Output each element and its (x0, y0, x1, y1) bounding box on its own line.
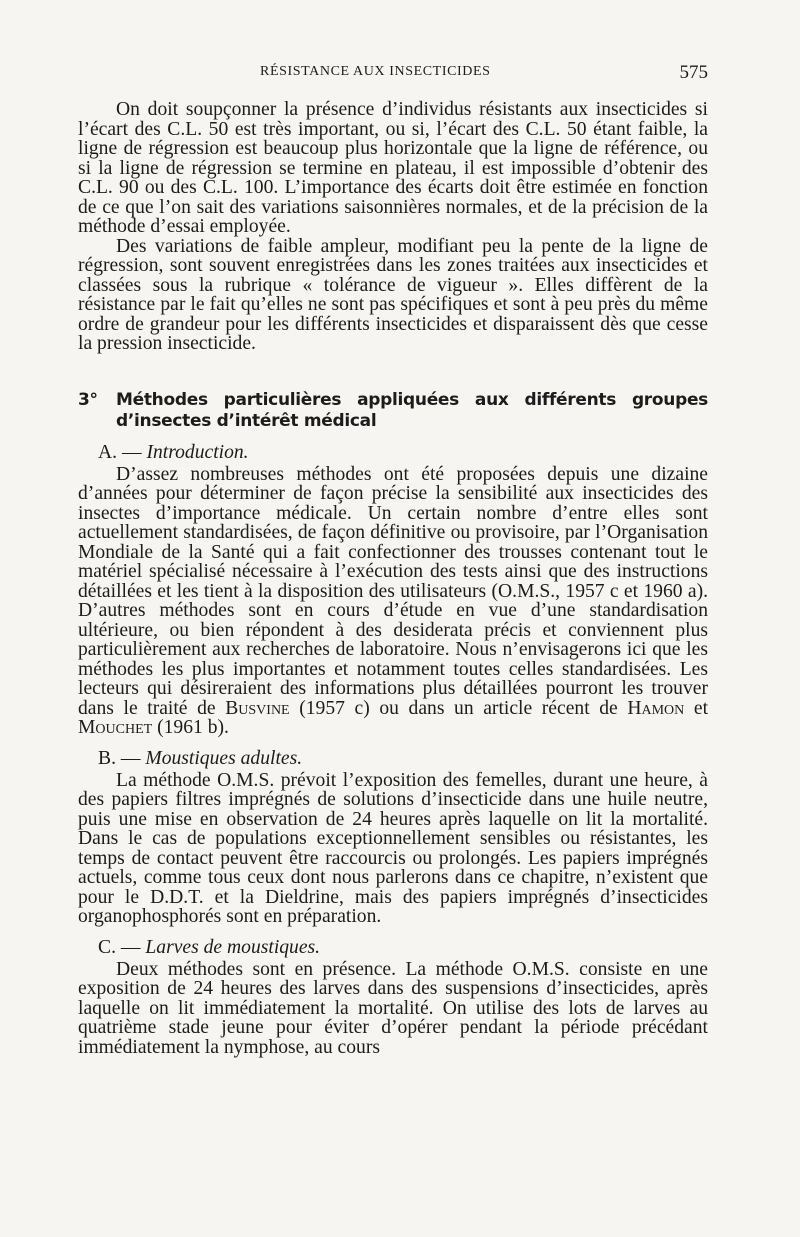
paragraph-b: La méthode O.M.S. prévoit l’exposition des femelles, durant une heure, à des papiers filtres imprégnés de solutions d’insecticide dans une huile neutre, puis une mise en observation de 24 heures après laquelle on lit la mortalité. Dans le cas de populations exceptionnellement sensibles ou résistantes, les temps de contact peuvent être raccourcis ou prolongés. Les papiers imprégnés actuels, comme tous ceux dont nous parlerons dans ce chapitre, n’existent que pour le D.D.T. et la Dieldrine, mais des papiers imprégnés d’insecticides organophosphorés sont en préparation. (78, 769, 708, 927)
subheading-c-letter: C. — (98, 936, 141, 958)
section-heading (78, 390, 708, 432)
subheading-b-letter: B. — (98, 747, 141, 769)
paragraph-a-text-3: et (693, 697, 709, 719)
running-header (78, 62, 708, 86)
paragraph-a-text-4: (1961 b). (157, 717, 229, 738)
paragraph-1: On doit soupçonner la présence d’individus résistants aux insecticides si l’écart des C.L. 50 est très important, ou si, l’écart des C.L. 50 étant faible, la ligne de régression est beaucoup plus horizontale que la ligne de référence, ou si la ligne de régression se termine en plateau, il est impossible d’obtenir des C.L. 90 ou des C.L. 100. L’importance des écarts doit être estimée en fonction de ce que l’on sait des variations saisonnières normales, et de la précision de la méthode d’essai employée. (78, 99, 708, 237)
subheading-a-letter: A. — (98, 441, 142, 463)
author-busvine: Busvine (225, 697, 290, 719)
author-mouchet: Mouchet (78, 717, 153, 738)
paragraph-a-text-1: D’assez nombreuses méthodes ont été proposées depuis une dizaine d’années pour déterminer de façon précise la sensibilité aux insecticides des insectes d’importance médicale. Un certain nombre d’entre elles sont actuellement standardisées, de façon définitive ou provisoire, par l’Organisation Mondiale de la Santé qui a fait confectionner des trousses contenant tout le matériel spécialisé nécessaire à l’exécution des tests ainsi que des instructions détaillées et les tient à la disposition des utilisateurs (O.M.S., 1957 c et 1960 a). D’autres méthodes sont en cours d’étude en vue d’une standardisation ultérieure, ou bien répondent à des desiderata précis et conviennent plus particulièrement aux recherches de laboratoire. Nous n’envisagerons ici que les méthodes les plus importantes et notamment toutes celles standardisées. Les lecteurs qui désireraient des informations plus détaillées pourront les trouver dans le traité de (78, 463, 708, 719)
paragraph-c: Deux méthodes sont en présence. La méthode O.M.S. consiste en une exposition de 24 heures des larves dans des suspensions d’insecticides, après laquelle on lit immédiatement la mortalité. On utilise des lots de larves au quatrième stade jeune pour éviter d’opérer pendant la période précédant immédiatement la nymphose, au cours (78, 958, 708, 1058)
subheading-b (78, 748, 708, 769)
subheading-a-title: Introduction. (146, 441, 249, 463)
running-title: RÉSISTANCE AUX INSECTICIDES (260, 64, 491, 79)
section-number: 3° (78, 389, 98, 410)
author-hamon: Hamon (627, 697, 685, 719)
subheading-c-title: Larves de moustiques. (145, 936, 321, 958)
page-number: 575 (679, 62, 708, 83)
section-title: Méthodes particulières appliquées aux différents groupes d’insectes d’intérêt médical (116, 389, 708, 431)
subheading-a (78, 442, 708, 463)
body-text (78, 100, 708, 1057)
subheading-c (78, 937, 708, 958)
paragraph-2: Des variations de faible ampleur, modifiant peu la pente de la ligne de régression, sont souvent enregistrées dans les zones traitées aux insecticides et classées sous la rubrique « tolérance de vigueur ». Elles diffèrent de la résistance par le fait qu’elles ne sont pas spécifiques et sont à peu près du même ordre de grandeur pour les différents insecticides et disparaissent dès que cesse la pression insecticide. (78, 235, 708, 354)
subheading-b-title: Moustiques adultes. (145, 747, 303, 769)
paragraph-a (78, 465, 708, 738)
paragraph-a-text-2: (1957 c) ou dans un article récent de (299, 697, 618, 719)
